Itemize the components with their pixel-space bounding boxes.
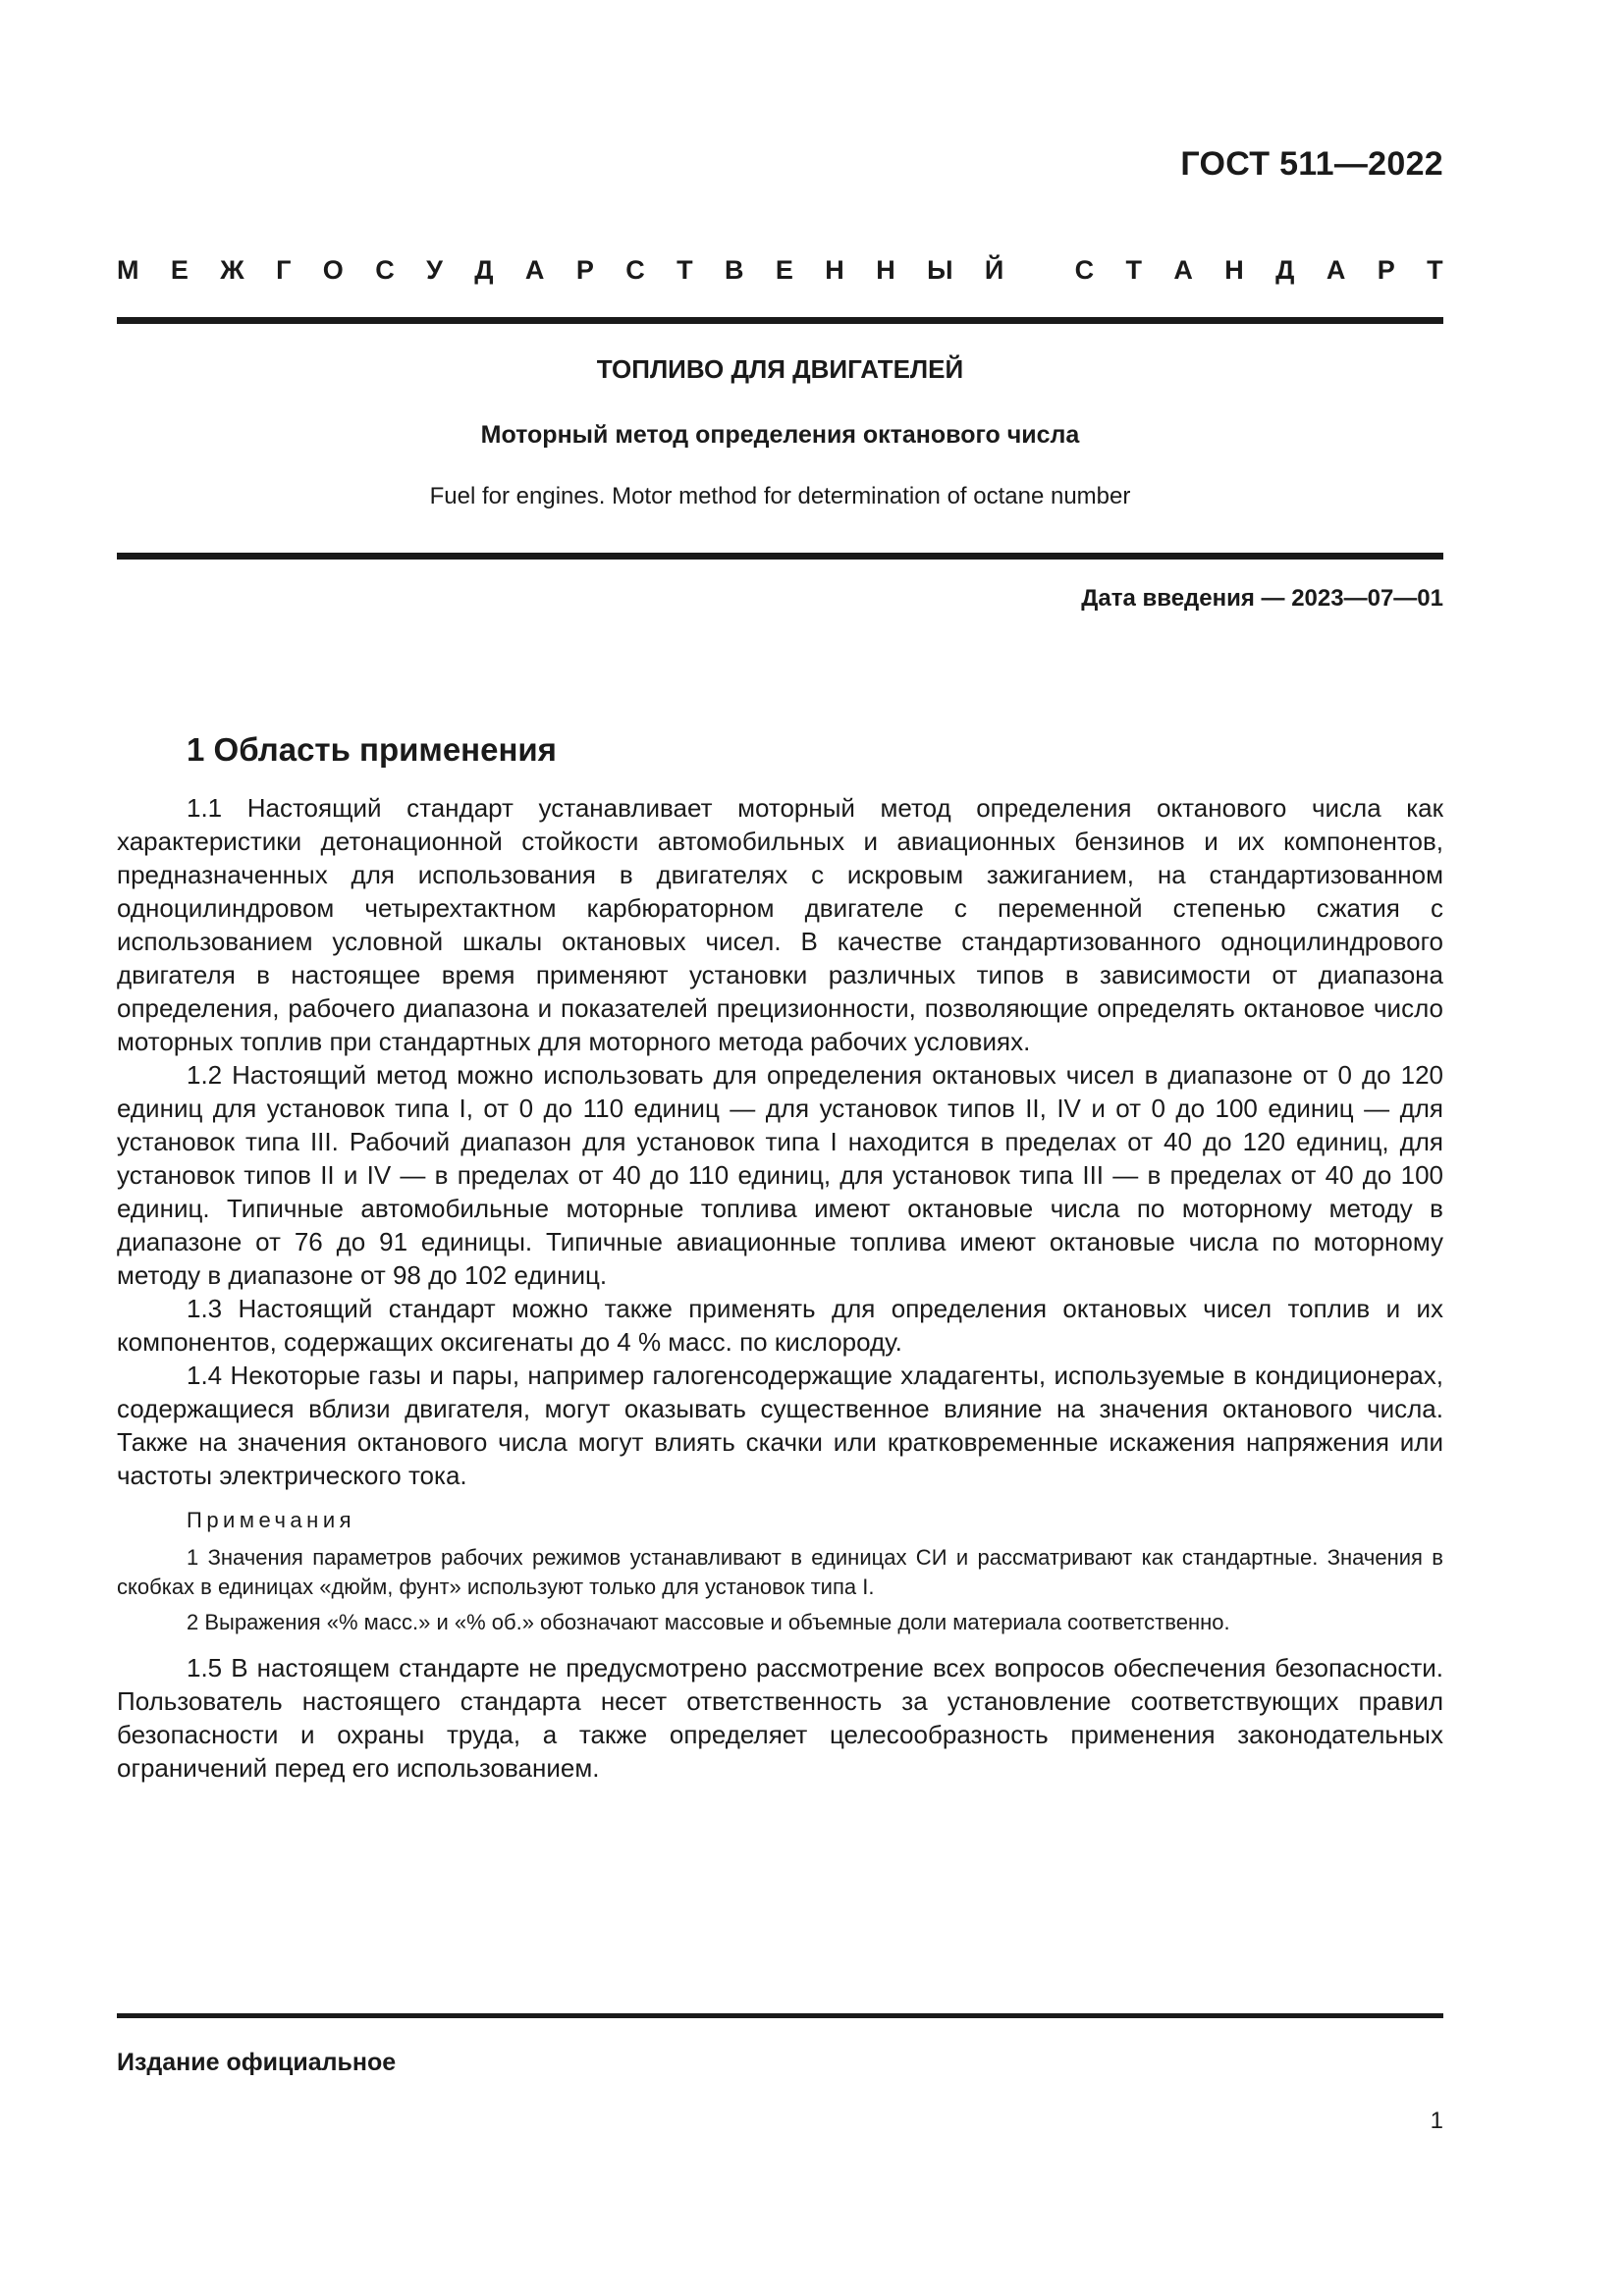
banner-word-interstate-letter: Й: [984, 255, 1004, 285]
banner-word-standard-letter: Д: [1275, 255, 1295, 285]
banner-word-interstate-letter: Н: [876, 255, 895, 285]
section-heading: 1 Область применения: [187, 731, 557, 768]
banner-word-standard-letter: С: [1074, 255, 1095, 285]
introduction-date: Дата введения — 2023—07—01: [1081, 585, 1443, 612]
banner-word-standard-letter: А: [1326, 255, 1346, 285]
banner-word-interstate-letter: Д: [474, 255, 494, 285]
banner-word-interstate-letter: О: [322, 255, 344, 285]
paragraph-1-4: 1.4 Некоторые газы и пары, например галогенсодержащие хладагенты, используемые в кондиционерах, содержащиеся вблизи двигателя, могут оказывать существенное влияние на значения октанового числа. Также на значения октанового числа могут влиять скачки или кратковременные искажения напряжения или частоты электрического тока.: [117, 1361, 1443, 1490]
banner-word-interstate-letter: Т: [677, 255, 693, 285]
banner-word-interstate-letter: Р: [575, 255, 594, 285]
title-rule: [117, 553, 1443, 560]
banner-word-standard-letter: Р: [1377, 255, 1395, 285]
paragraph-1-3: 1.3 Настоящий стандарт можно также применять для определения октановых чисел топлив и их компонентов, содержащих оксигенаты до 4 % масс. по кислороду.: [117, 1294, 1443, 1357]
banner-word-standard-letter: Н: [1224, 255, 1244, 285]
paragraph-1-5: 1.5 В настоящем стандарте не предусмотрено рассмотрение всех вопросов обеспечения безопасности. Пользователь настоящего стандарта несет ответственность за установление соответствующих правил безопасности и охраны труда, а также определяет целесообразность применения законодательных ограничений перед его использованием.: [117, 1653, 1443, 1783]
banner-word-interstate-letter: Е: [775, 255, 793, 285]
official-edition-label: Издание официальное: [117, 2049, 397, 2076]
banner-word-interstate-letter: С: [375, 255, 395, 285]
document-subtitle: Моторный метод определения октанового числа: [480, 421, 1080, 449]
page-number: 1: [1430, 2108, 1443, 2134]
banner-word-standard-letter: А: [1173, 255, 1193, 285]
banner-word-interstate-letter: Е: [170, 255, 189, 285]
document-title: ТОПЛИВО ДЛЯ ДВИГАТЕЛЕЙ: [596, 354, 964, 384]
note-1: 1 Значения параметров рабочих режимов устанавливают в единицах СИ и рассматривают как стандартные. Значения в скобках в единицах «дюйм, фунт» используют только для установок типа I.: [117, 1545, 1443, 1599]
paragraph-1-1: 1.1 Настоящий стандарт устанавливает моторный метод определения октанового числа как характеристики детонационной стойкости автомобильных и авиационных бензинов и их компонентов, предназначенных для использования в двигателях с искровым зажиганием, на стандартизованном одноцилиндровом четырехтактном карбюраторном двигателе с переменной степенью сжатия с использованием условной шкалы октановых чисел. В качестве стандартизованного одноцилиндрового двигателя в настоящее время применяют установки различных типов в зависимости от диапазона определения, рабочего диапазона и показателей прецизионности, позволяющие определять октановое число моторных топлив при стандартных для моторного метода рабочих условиях.: [117, 793, 1443, 1056]
banner-word-standard-letter: Т: [1427, 255, 1443, 285]
banner-word-interstate-letter: Н: [825, 255, 844, 285]
footer-rule: [117, 2013, 1443, 2018]
banner-word-interstate-letter: А: [524, 255, 545, 285]
banner-word-interstate-letter: Ы: [927, 255, 953, 285]
banner-word-interstate-letter: В: [725, 255, 744, 285]
english-title: Fuel for engines. Motor method for determination of octane number: [429, 483, 1131, 509]
top-rule: [117, 317, 1443, 324]
standard-banner: [117, 253, 1443, 287]
banner-word-gap: [1036, 253, 1044, 287]
banner-word-standard-letter: Т: [1125, 255, 1142, 285]
section-body: [117, 791, 1443, 1785]
note-2: 2 Выражения «% масс.» и «% об.» обозначают массовые и объемные доли материала соответственно.: [187, 1610, 1230, 1634]
notes-title: Примечания: [187, 1508, 356, 1532]
banner-word-interstate-letter: У: [426, 255, 443, 285]
paragraph-1-2: 1.2 Настоящий метод можно использовать для определения октановых чисел в диапазоне от 0 до 120 единиц для установок типа I, от 0 до 110 единиц — для установок типов II, IV и от 0 до 100 единиц — для установок типа III. Рабочий диапазон для установок типа I находится в пределах от 40 до 120 единиц, для установок типов II и IV — в пределах от 40 до 110 единиц, для установок типа III — в пределах от 40 до 100 единиц. Типичные автомобильные моторные топлива имеют октановые числа по моторному методу в диапазоне от 76 до 91 единицы. Типичные авиационные топлива имеют октановые числа по моторному методу в диапазоне от 98 до 102 единиц.: [117, 1060, 1443, 1290]
gost-code: ГОСТ 511—2022: [1180, 145, 1443, 183]
banner-word-interstate-letter: Ж: [220, 255, 244, 285]
banner-word-interstate-letter: С: [625, 255, 645, 285]
banner-word-interstate-letter: Г: [276, 255, 292, 285]
banner-word-interstate-letter: М: [117, 255, 139, 285]
